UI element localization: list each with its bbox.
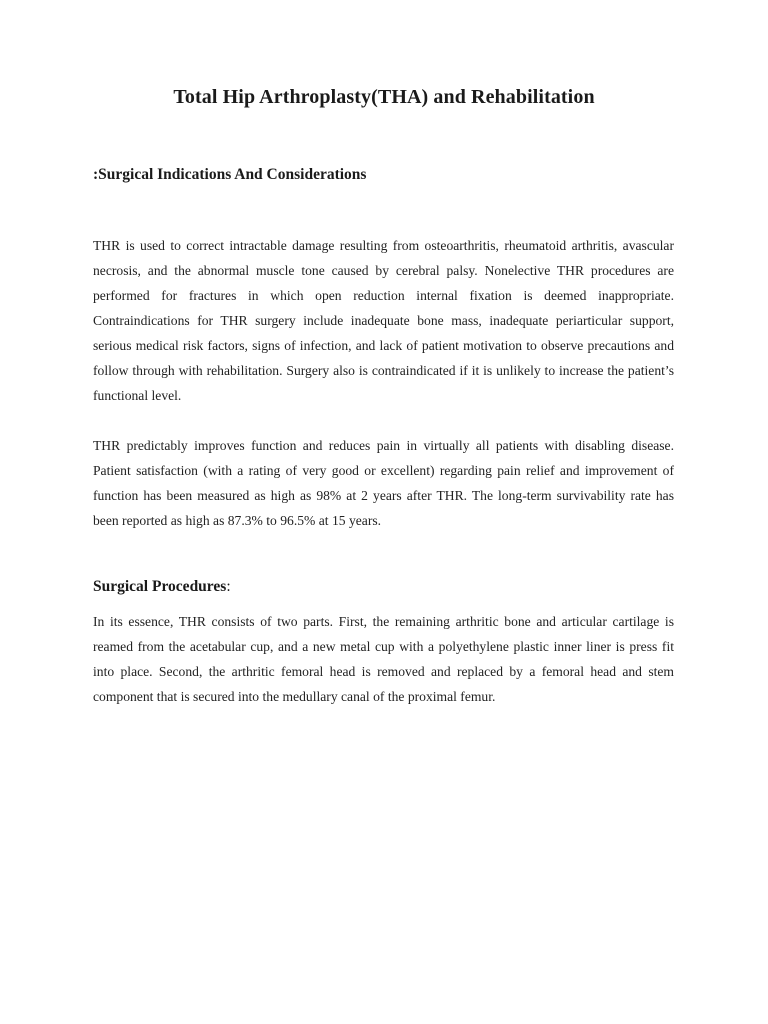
document-title: Total Hip Arthroplasty(THA) and Rehabilitation (173, 86, 595, 108)
section-heading-indications: :Surgical Indications And Considerations (93, 166, 367, 183)
paragraph-procedures: In its essence, THR consists of two parts. First, the remaining arthritic bone and articular cartilage is reamed from the acetabular cup, and a new metal cup with a polyethylene plastic inner liner is press fit into place. Second, the arthritic femoral head is removed and replaced by a femoral head and stem component that is secured into the medullary canal of the proximal femur. (93, 614, 674, 704)
paragraph-indications: THR is used to correct intractable damage resulting from osteoarthritis, rheumatoid arthritis, avascular necrosis, and the abnormal muscle tone caused by cerebral palsy. Nonelective THR procedures are performed for fractures in which open reduction internal fixation is deemed inappropriate. Contraindications for THR surgery include inadequate bone mass, inadequate periarticular support, serious medical risk factors, signs of infection, and lack of patient motivation to observe precautions and follow through with rehabilitation. Surgery also is contraindicated if it is unlikely to increase the patient’s functional level. (93, 238, 674, 403)
section-heading-procedures-colon: : (226, 578, 231, 595)
section-heading-procedures (93, 578, 231, 596)
paragraph-outcomes: THR predictably improves function and reduces pain in virtually all patients with disabling disease. Patient satisfaction (with a rating of very good or excellent) regarding pain relief and improvement of function has been measured as high as 98% at 2 years after THR. The long-term survivability rate has been reported as high as 87.3% to 96.5% at 15 years. (93, 438, 674, 528)
section-heading-procedures-text: Surgical Procedures (93, 578, 227, 595)
